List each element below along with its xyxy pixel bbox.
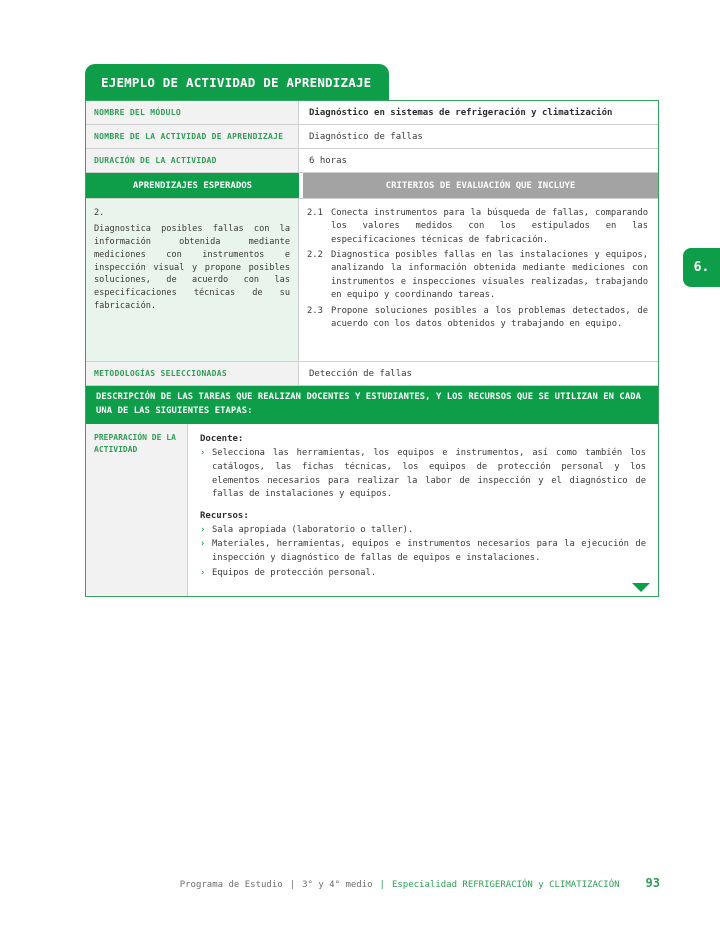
activity-table xyxy=(85,64,659,597)
criteria-number: 2.3 xyxy=(307,305,323,316)
criteria-number: 2.1 xyxy=(307,208,323,218)
page-number: 93 xyxy=(645,876,660,890)
learning-criteria-row xyxy=(86,199,658,362)
preparation-content xyxy=(188,424,658,596)
chevron-bullet-icon: › xyxy=(200,448,206,459)
activity-name-value: Diagnóstico de fallas xyxy=(299,125,658,148)
footer-program: Programa de Estudio xyxy=(179,880,283,890)
resource-text: Equipos de protección personal. xyxy=(212,567,377,578)
criteria-text: Propone soluciones posibles a los problemas detectados, de acuerdo con los datos obtenidos y trabajando en equipo. xyxy=(331,305,648,329)
table-row-module-name xyxy=(86,101,658,125)
chapter-tab xyxy=(683,248,720,287)
table-row-preparation xyxy=(86,424,658,596)
footer-grade: 3° y 4° medio xyxy=(302,880,373,890)
criteria-item xyxy=(307,207,648,247)
page-footer xyxy=(0,876,660,890)
teacher-heading: Docente: xyxy=(200,434,244,445)
column-headers-row xyxy=(86,173,658,199)
resource-text: Materiales, herramientas, equipos e instrumentos necesarios para la ejecución de inspección y diagnóstico de fallas de equipos e instalaciones. xyxy=(212,539,646,563)
criteria-item xyxy=(307,305,648,332)
duration-label: DURACIÓN DE LA ACTIVIDAD xyxy=(86,149,299,172)
module-name-label: NOMBRE DEL MÓDULO xyxy=(86,101,299,124)
learning-text: Diagnostica posibles fallas con la información obtenida mediante mediciones con instrumentos e inspección visual y propone posibles soluciones, de acuerdo con las especificaciones técnicas de su fabricación. xyxy=(94,223,290,312)
teacher-task-text: Selecciona las herramientas, los equipos e instrumentos, así como también los catálogos, las fichas técnicas, los equipos de protección personal y los elementos necesarios para realizar la labor de inspección y el diagnóstico de fallas de instalaciones y equipos. xyxy=(212,448,646,500)
module-name-value: Diagnóstico en sistemas de refrigeración y climatización xyxy=(299,101,658,124)
activity-table-frame xyxy=(85,100,659,597)
criteria-text: Diagnostica posibles fallas en las instalaciones y equipos, analizando la información obtenida mediante mediciones con instrumentos e inspecciones visuales realizadas, trabajando en equipo y coordinando tareas. xyxy=(331,250,648,301)
resource-item xyxy=(200,538,646,565)
chevron-bullet-icon: › xyxy=(200,567,206,578)
criteria-text: Conecta instrumentos para la búsqueda de fallas, comparando los valores medidos con los estipulados en las especificaciones técnicas de fabricación. xyxy=(331,208,648,245)
criteria-item xyxy=(307,249,648,302)
table-row-methodologies xyxy=(86,362,658,386)
duration-value: 6 horas xyxy=(299,149,658,172)
chevron-bullet-icon: › xyxy=(200,539,206,550)
learning-number: 2. xyxy=(94,208,105,218)
resources-block xyxy=(200,511,646,581)
methodologies-value: Detección de fallas xyxy=(299,362,658,385)
chevron-bullet-icon: › xyxy=(200,524,206,535)
preparation-label: PREPARACIÓN DE LA ACTIVIDAD xyxy=(86,424,188,596)
methodologies-label: METODOLOGÍAS SELECCIONADAS xyxy=(86,362,299,385)
table-row-duration xyxy=(86,149,658,173)
criteria-number: 2.2 xyxy=(307,250,323,261)
activity-name-label: NOMBRE DE LA ACTIVIDAD DE APRENDIZAJE xyxy=(86,125,299,148)
footer-separator: | xyxy=(379,880,385,890)
expected-learning-cell xyxy=(86,199,299,361)
resource-text: Sala apropiada (laboratorio o taller). xyxy=(212,524,414,535)
table-row-activity-name xyxy=(86,125,658,149)
footer-separator: | xyxy=(289,880,296,890)
resources-heading: Recursos: xyxy=(200,510,249,521)
expected-learning-header: APRENDIZAJES ESPERADOS xyxy=(86,173,299,198)
teacher-task-item xyxy=(200,447,646,502)
tasks-description-banner: DESCRIPCIÓN DE LAS TAREAS QUE REALIZAN DOCENTES Y ESTUDIANTES, Y LOS RECURSOS QUE SE UTILIZAN EN CADA UNA DE LAS SIGUIENTES ETAPAS: xyxy=(86,386,658,424)
continuation-arrow-icon xyxy=(632,583,650,592)
activity-title-banner xyxy=(85,64,389,100)
footer-specialty: Especialidad REFRIGERACIÓN y CLIMATIZACIÓN xyxy=(391,880,620,890)
chapter-number: 6. xyxy=(693,260,710,275)
resource-item xyxy=(200,524,646,538)
evaluation-criteria-header: CRITERIOS DE EVALUACIÓN QUE INCLUYE xyxy=(303,173,658,198)
activity-title: EJEMPLO DE ACTIVIDAD DE APRENDIZAJE xyxy=(101,74,372,90)
criteria-cell xyxy=(299,199,658,361)
resource-item xyxy=(200,567,646,581)
